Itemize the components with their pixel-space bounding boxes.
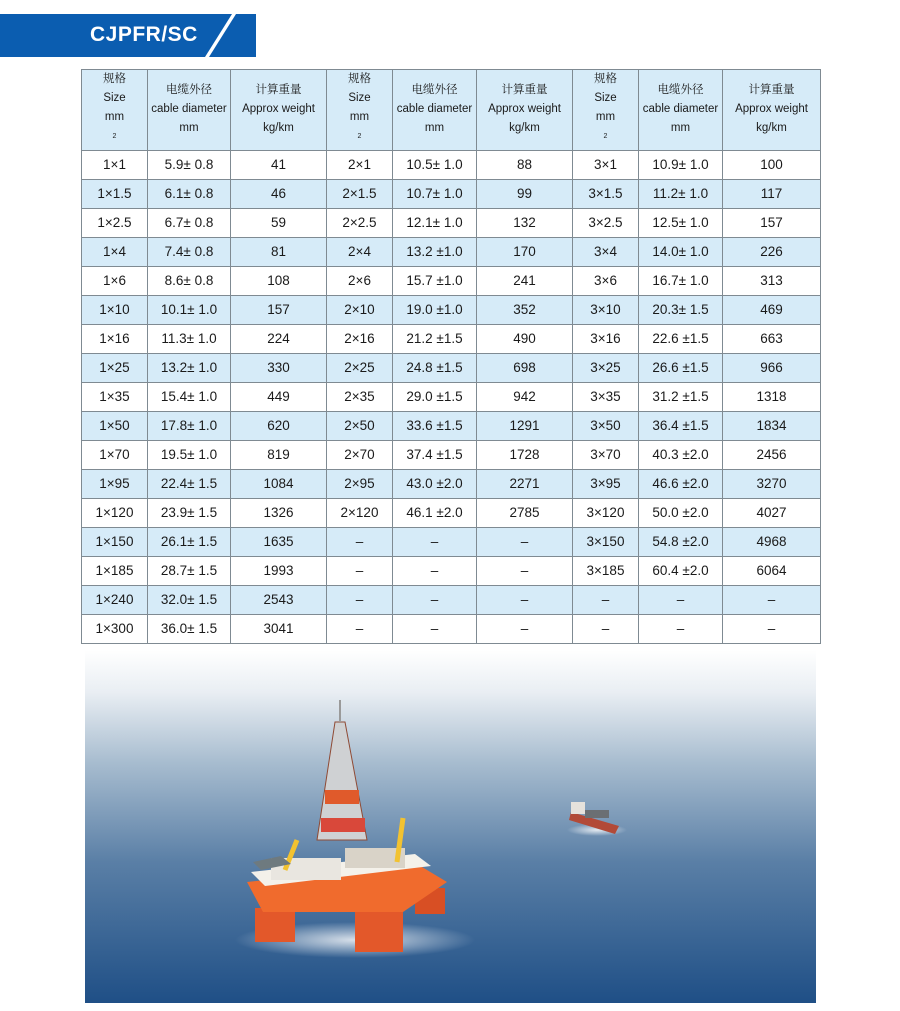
- cell-size-1core: 1×1: [82, 150, 148, 179]
- cell-diameter-1core: 6.7± 0.8: [148, 208, 231, 237]
- header-weight: 计算重量 Approx weight kg/km: [231, 70, 327, 151]
- cell-weight-2core: 698: [477, 353, 573, 382]
- header-weight: 计算重量 Approx weight kg/km: [477, 70, 573, 151]
- cell-diameter-3core: 36.4 ±1.5: [639, 411, 723, 440]
- cell-weight-3core: –: [723, 614, 821, 643]
- cell-diameter-2core: –: [393, 585, 477, 614]
- table-row: [82, 498, 821, 527]
- cell-size-2core: –: [327, 556, 393, 585]
- table-row: [82, 295, 821, 324]
- cell-weight-2core: 942: [477, 382, 573, 411]
- cell-size-3core: 3×25: [573, 353, 639, 382]
- cell-diameter-1core: 5.9± 0.8: [148, 150, 231, 179]
- cell-weight-3core: 966: [723, 353, 821, 382]
- cell-weight-1core: 157: [231, 295, 327, 324]
- cell-diameter-2core: 43.0 ±2.0: [393, 469, 477, 498]
- cell-diameter-1core: 8.6± 0.8: [148, 266, 231, 295]
- cell-size-1core: 1×240: [82, 585, 148, 614]
- cell-diameter-2core: 12.1± 1.0: [393, 208, 477, 237]
- cell-diameter-2core: –: [393, 556, 477, 585]
- cell-diameter-2core: 24.8 ±1.5: [393, 353, 477, 382]
- cell-diameter-2core: –: [393, 527, 477, 556]
- cell-diameter-3core: –: [639, 614, 723, 643]
- cell-diameter-3core: 22.6 ±1.5: [639, 324, 723, 353]
- cell-size-2core: 2×4: [327, 237, 393, 266]
- cell-size-2core: 2×10: [327, 295, 393, 324]
- cell-size-2core: 2×2.5: [327, 208, 393, 237]
- cell-diameter-3core: –: [639, 585, 723, 614]
- cell-size-1core: 1×300: [82, 614, 148, 643]
- cell-diameter-2core: 19.0 ±1.0: [393, 295, 477, 324]
- cell-size-2core: –: [327, 585, 393, 614]
- cell-diameter-2core: 10.7± 1.0: [393, 179, 477, 208]
- cell-weight-1core: 46: [231, 179, 327, 208]
- cell-diameter-1core: 22.4± 1.5: [148, 469, 231, 498]
- table-row: [82, 208, 821, 237]
- cell-size-1core: 1×35: [82, 382, 148, 411]
- cell-size-2core: 2×25: [327, 353, 393, 382]
- cell-weight-1core: 449: [231, 382, 327, 411]
- cell-weight-1core: 1084: [231, 469, 327, 498]
- cell-diameter-2core: 15.7 ±1.0: [393, 266, 477, 295]
- cell-size-3core: 3×35: [573, 382, 639, 411]
- cell-weight-3core: 1834: [723, 411, 821, 440]
- cell-weight-3core: 117: [723, 179, 821, 208]
- cell-weight-1core: 330: [231, 353, 327, 382]
- cell-size-1core: 1×25: [82, 353, 148, 382]
- specification-table: [81, 69, 821, 644]
- header-size: 规格 Size mm $^2$: [573, 70, 639, 151]
- cell-size-3core: 3×16: [573, 324, 639, 353]
- cell-size-3core: 3×185: [573, 556, 639, 585]
- cell-weight-2core: –: [477, 527, 573, 556]
- cell-diameter-2core: 13.2 ±1.0: [393, 237, 477, 266]
- cell-size-1core: 1×16: [82, 324, 148, 353]
- cell-size-2core: –: [327, 527, 393, 556]
- cell-size-3core: 3×95: [573, 469, 639, 498]
- cell-diameter-1core: 15.4± 1.0: [148, 382, 231, 411]
- cell-diameter-2core: 21.2 ±1.5: [393, 324, 477, 353]
- cell-size-1core: 1×50: [82, 411, 148, 440]
- cell-diameter-1core: 11.3± 1.0: [148, 324, 231, 353]
- table-row: [82, 440, 821, 469]
- cell-weight-3core: 313: [723, 266, 821, 295]
- cell-diameter-3core: 16.7± 1.0: [639, 266, 723, 295]
- cell-size-2core: 2×16: [327, 324, 393, 353]
- cell-size-1core: 1×120: [82, 498, 148, 527]
- cell-diameter-3core: 50.0 ±2.0: [639, 498, 723, 527]
- cell-weight-2core: 352: [477, 295, 573, 324]
- cell-size-3core: 3×10: [573, 295, 639, 324]
- table-row: [82, 179, 821, 208]
- cell-weight-3core: 1318: [723, 382, 821, 411]
- cell-diameter-2core: 29.0 ±1.5: [393, 382, 477, 411]
- cell-weight-3core: 4968: [723, 527, 821, 556]
- cell-size-3core: 3×150: [573, 527, 639, 556]
- header-weight: 计算重量 Approx weight kg/km: [723, 70, 821, 151]
- cell-size-3core: 3×50: [573, 411, 639, 440]
- header-diameter: 电缆外径 cable diameter mm: [639, 70, 723, 151]
- cell-diameter-3core: 12.5± 1.0: [639, 208, 723, 237]
- header-size: 规格 Size mm $^2$: [82, 70, 148, 151]
- table-row: [82, 382, 821, 411]
- cell-size-3core: –: [573, 614, 639, 643]
- cell-size-3core: 3×2.5: [573, 208, 639, 237]
- cell-diameter-3core: 20.3± 1.5: [639, 295, 723, 324]
- table-row: [82, 614, 821, 643]
- cell-weight-2core: 1291: [477, 411, 573, 440]
- cell-size-3core: 3×120: [573, 498, 639, 527]
- header-diameter: 电缆外径 cable diameter mm: [393, 70, 477, 151]
- cell-diameter-2core: 37.4 ±1.5: [393, 440, 477, 469]
- cell-weight-3core: 663: [723, 324, 821, 353]
- cell-weight-1core: 2543: [231, 585, 327, 614]
- cell-weight-1core: 41: [231, 150, 327, 179]
- header-size: 规格 Size mm $^2$: [327, 70, 393, 151]
- cell-size-3core: 3×4: [573, 237, 639, 266]
- cell-weight-2core: 99: [477, 179, 573, 208]
- cell-weight-3core: 469: [723, 295, 821, 324]
- cell-size-3core: 3×1: [573, 150, 639, 179]
- cell-weight-1core: 620: [231, 411, 327, 440]
- cell-weight-3core: 3270: [723, 469, 821, 498]
- cell-weight-2core: 490: [477, 324, 573, 353]
- cell-diameter-1core: 23.9± 1.5: [148, 498, 231, 527]
- cell-size-2core: 2×6: [327, 266, 393, 295]
- cell-size-2core: 2×35: [327, 382, 393, 411]
- cell-weight-3core: 2456: [723, 440, 821, 469]
- cell-weight-1core: 59: [231, 208, 327, 237]
- cell-diameter-1core: 13.2± 1.0: [148, 353, 231, 382]
- cell-size-2core: 2×1: [327, 150, 393, 179]
- cell-diameter-1core: 28.7± 1.5: [148, 556, 231, 585]
- title-banner: [0, 14, 256, 57]
- cell-weight-2core: 170: [477, 237, 573, 266]
- cell-diameter-3core: 54.8 ±2.0: [639, 527, 723, 556]
- cell-size-1core: 1×150: [82, 527, 148, 556]
- cell-weight-2core: –: [477, 614, 573, 643]
- cell-size-1core: 1×10: [82, 295, 148, 324]
- cell-weight-1core: 108: [231, 266, 327, 295]
- cell-weight-3core: 226: [723, 237, 821, 266]
- cell-size-1core: 1×95: [82, 469, 148, 498]
- product-title: CJPFR/SC: [90, 23, 198, 46]
- cell-diameter-3core: 14.0± 1.0: [639, 237, 723, 266]
- cell-weight-2core: –: [477, 556, 573, 585]
- cell-size-3core: 3×1.5: [573, 179, 639, 208]
- cell-diameter-3core: 40.3 ±2.0: [639, 440, 723, 469]
- cell-diameter-2core: 46.1 ±2.0: [393, 498, 477, 527]
- table-row: [82, 237, 821, 266]
- table-row: [82, 585, 821, 614]
- cell-size-2core: 2×120: [327, 498, 393, 527]
- cell-size-2core: 2×95: [327, 469, 393, 498]
- cell-diameter-3core: 46.6 ±2.0: [639, 469, 723, 498]
- table-row: [82, 527, 821, 556]
- table-row: [82, 556, 821, 585]
- cell-size-2core: 2×1.5: [327, 179, 393, 208]
- cell-diameter-1core: 32.0± 1.5: [148, 585, 231, 614]
- cell-size-2core: 2×70: [327, 440, 393, 469]
- cell-size-1core: 1×70: [82, 440, 148, 469]
- cell-weight-1core: 1635: [231, 527, 327, 556]
- cell-weight-2core: 2271: [477, 469, 573, 498]
- header-row: [82, 70, 821, 151]
- cell-weight-3core: 157: [723, 208, 821, 237]
- cell-diameter-2core: –: [393, 614, 477, 643]
- cell-diameter-1core: 26.1± 1.5: [148, 527, 231, 556]
- cell-weight-1core: 819: [231, 440, 327, 469]
- cell-weight-2core: 88: [477, 150, 573, 179]
- table-row: [82, 469, 821, 498]
- table-row: [82, 324, 821, 353]
- cell-weight-1core: 224: [231, 324, 327, 353]
- offshore-platform-photo: [85, 650, 816, 1003]
- cell-weight-1core: 81: [231, 237, 327, 266]
- cell-weight-3core: 100: [723, 150, 821, 179]
- cell-weight-2core: 2785: [477, 498, 573, 527]
- table-row: [82, 266, 821, 295]
- cell-diameter-1core: 6.1± 0.8: [148, 179, 231, 208]
- cell-size-2core: –: [327, 614, 393, 643]
- cell-weight-3core: 4027: [723, 498, 821, 527]
- cell-weight-2core: 241: [477, 266, 573, 295]
- cell-weight-3core: –: [723, 585, 821, 614]
- cell-size-2core: 2×50: [327, 411, 393, 440]
- header-diameter: 电缆外径 cable diameter mm: [148, 70, 231, 151]
- cell-size-1core: 1×185: [82, 556, 148, 585]
- cell-diameter-1core: 7.4± 0.8: [148, 237, 231, 266]
- cell-weight-1core: 1993: [231, 556, 327, 585]
- cell-size-3core: 3×6: [573, 266, 639, 295]
- cell-diameter-3core: 11.2± 1.0: [639, 179, 723, 208]
- cell-weight-2core: –: [477, 585, 573, 614]
- cell-diameter-3core: 10.9± 1.0: [639, 150, 723, 179]
- table-row: [82, 411, 821, 440]
- cell-size-1core: 1×4: [82, 237, 148, 266]
- cell-diameter-1core: 36.0± 1.5: [148, 614, 231, 643]
- cell-diameter-1core: 19.5± 1.0: [148, 440, 231, 469]
- table-body: [82, 150, 821, 643]
- cell-size-1core: 1×1.5: [82, 179, 148, 208]
- cell-diameter-3core: 31.2 ±1.5: [639, 382, 723, 411]
- cell-diameter-1core: 10.1± 1.0: [148, 295, 231, 324]
- cell-diameter-3core: 26.6 ±1.5: [639, 353, 723, 382]
- cell-size-1core: 1×2.5: [82, 208, 148, 237]
- table-row: [82, 150, 821, 179]
- cell-diameter-2core: 10.5± 1.0: [393, 150, 477, 179]
- cell-weight-3core: 6064: [723, 556, 821, 585]
- cell-diameter-1core: 17.8± 1.0: [148, 411, 231, 440]
- cell-weight-1core: 3041: [231, 614, 327, 643]
- cell-weight-2core: 1728: [477, 440, 573, 469]
- table-row: [82, 353, 821, 382]
- cell-diameter-3core: 60.4 ±2.0: [639, 556, 723, 585]
- cell-weight-1core: 1326: [231, 498, 327, 527]
- cell-diameter-2core: 33.6 ±1.5: [393, 411, 477, 440]
- cell-size-3core: –: [573, 585, 639, 614]
- cell-size-1core: 1×6: [82, 266, 148, 295]
- cell-weight-2core: 132: [477, 208, 573, 237]
- cell-size-3core: 3×70: [573, 440, 639, 469]
